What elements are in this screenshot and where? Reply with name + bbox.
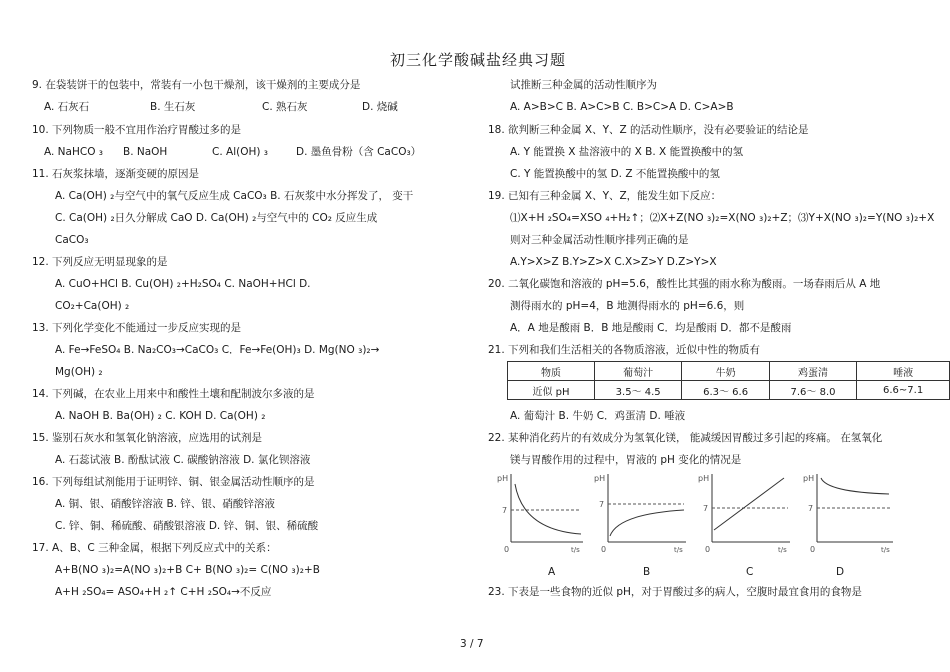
neutral-tick: 7 (808, 504, 814, 513)
question-line-q19c: A.Y>X>Z B.Y>Z>X C.X>Z>Y D.Z>Y>X (510, 256, 717, 268)
question-line-q20b: 测得雨水的 pH=4，B 地测得雨水的 pH=6.6，则 (510, 300, 745, 312)
question-line-q14a: A. NaOH B. Ba(OH) ₂ C. KOH D. Ca(OH) ₂ (55, 410, 266, 422)
origin-label: 0 (705, 545, 711, 554)
page-title: 初三化学酸碱盐经典习题 (390, 51, 567, 69)
question-line-q16: 16. 下列每组试剂能用于证明锌、铜、银金属活动性顺序的是 (32, 476, 315, 488)
question-line-q21o: A. 葡萄汁 B. 牛奶 C．鸡蛋清 D. 唾液 (510, 410, 686, 422)
question-line-q9a: A. 石灰石 (44, 101, 90, 113)
question-line-q12a: A. CuO+HCl B. Cu(OH) ₂+H₂SO₄ C. NaOH+HCl D. (55, 278, 311, 290)
origin-label: 0 (601, 545, 607, 554)
question-line-q12e: CO₂+Ca(OH) ₂ (55, 300, 130, 312)
question-line-q22b: 镁与胃酸作用的过程中，胃液的 pH 变化的情况是 (510, 454, 742, 466)
question-line-q11e: CaCO₃ (55, 234, 89, 246)
table-row (508, 381, 950, 400)
table-cell: 鸡蛋清 (769, 362, 856, 381)
question-line-q11a: A. Ca(OH) ₂与空气中的氧气反应生成 CaCO₃ B. 石灰浆中水分挥发了， 变干 (55, 190, 414, 202)
graph-label-c: C (746, 566, 754, 578)
question-line-q9c: C. 熟石灰 (262, 101, 308, 113)
question-line-q13e: Mg(OH) ₂ (55, 366, 103, 378)
question-line-q10a: A. NaHCO ₃ (44, 146, 104, 158)
question-line-q10: 10. 下列物质一般不宜用作治疗胃酸过多的是 (32, 124, 242, 136)
axis-x-label: t/s (881, 546, 890, 554)
question-line-q12: 12. 下列反应无明显现象的是 (32, 256, 168, 268)
table-cell: 6.3～ 6.6 (682, 381, 769, 400)
question-line-q13a: A. Fe→FeSO₄ B. Na₂CO₃→CaCO₃ C．Fe→Fe(OH)₃ D. Mg(NO ₃)₂→ (55, 344, 380, 356)
graph-a (497, 470, 585, 554)
question-line-q16a: A. 铜、银、硝酸锌溶液 B. 锌、银、硝酸锌溶液 (55, 498, 275, 510)
question-line-q20c: A．A 地是酸雨 B．B 地是酸雨 C．均是酸雨 D．都不是酸雨 (510, 322, 792, 334)
table-cell: 近似 pH (508, 381, 595, 400)
question-line-q9b: B. 生石灰 (150, 101, 196, 113)
question-line-q19: 19. 已知有三种金属 X、Y、Z，能发生如下反应： (488, 190, 722, 202)
graph-label-b: B (643, 566, 651, 578)
question-line-q20: 20. 二氧化碳饱和溶液的 pH=5.6，酸性比其强的雨水称为酸雨。一场春雨后从 A 地 (488, 278, 881, 290)
question-line-q14: 14. 下列碱，在农业上用来中和酸性土壤和配制波尔多液的是 (32, 388, 315, 400)
axis-y-label: pH (698, 474, 710, 483)
question-line-q11: 11. 石灰浆抹墙，逐渐变硬的原因是 (32, 168, 200, 180)
neutral-tick: 7 (599, 500, 605, 509)
table-cell: 唾液 (857, 362, 950, 381)
axis-x-label: t/s (674, 546, 683, 554)
question-line-q17b: A+H ₂SO₄= ASO₄+H ₂↑ C+H ₂SO₄→不反应 (55, 586, 272, 598)
axis-x-label: t/s (571, 546, 580, 554)
axis-y-label: pH (594, 474, 606, 483)
question-line-q19a: ⑴X+H ₂SO₄=XSO ₄+H₂↑；⑵X+Z(NO ₃)₂=X(NO ₃)₂+Z；⑶Y+X(NO ₃)₂=Y(NO ₃)₂+X (510, 212, 935, 224)
axis-y-label: pH (803, 474, 815, 483)
question-line-q18: 18. 欲判断三种金属 X、Y、Z 的活动性顺序，没有必要验证的结论是 (488, 124, 809, 136)
question-line-q23: 23. 下表是一些食物的近似 pH，对于胃酸过多的病人，空腹时最宜食用的食物是 (488, 586, 862, 598)
page-number: 3 / 7 (460, 638, 484, 650)
question-line-q13: 13. 下列化学变化不能通过一步反应实现的是 (32, 322, 242, 334)
neutral-tick: 7 (703, 504, 709, 513)
table-header-row (508, 362, 950, 381)
question-line-q10d: D. 墨鱼骨粉（含 CaCO₃） (296, 146, 422, 158)
question-line-q17c: 试推断三种金属的活动性顺序为 (510, 79, 657, 91)
question-line-q9: 9. 在袋装饼干的包装中，常装有一小包干燥剂，该干燥剂的主要成分是 (32, 79, 361, 91)
table-cell: 3.5～ 4.5 (594, 381, 681, 400)
question-line-q17o: A. A>B>C B. A>C>B C. B>C>A D. C>A>B (510, 101, 734, 113)
question-line-q17a: A+B(NO ₃)₂=A(NO ₃)₂+B C+ B(NO ₃)₂= C(NO ₃)₂+B (55, 564, 320, 576)
question-line-q15: 15. 鉴别石灰水和氢氧化钠溶液，应选用的试剂是 (32, 432, 263, 444)
axis-y-label: pH (497, 474, 509, 483)
question-line-q18a: A. Y 能置换 X 盐溶液中的 X B. X 能置换酸中的氢 (510, 146, 744, 158)
graph-c (698, 470, 793, 554)
table-cell: 6.6~7.1 (857, 381, 950, 400)
question-line-q9d: D. 烧碱 (362, 101, 398, 113)
origin-label: 0 (810, 545, 816, 554)
question-line-q10b: B. NaOH (123, 146, 168, 158)
question-line-q10c: C. Al(OH) ₃ (212, 146, 269, 158)
table-cell: 牛奶 (682, 362, 769, 381)
neutral-tick: 7 (502, 506, 508, 515)
graph-label-d: D (836, 566, 845, 578)
question-line-q21: 21. 下列和我们生活相关的各物质溶液，近似中性的物质有 (488, 344, 761, 356)
ph-table (507, 361, 950, 400)
table-cell: 物质 (508, 362, 595, 381)
axis-x-label: t/s (778, 546, 787, 554)
question-line-q11c: C. Ca(OH) ₂日久分解成 CaO D. Ca(OH) ₂与空气中的 CO₂ 反应生成 (55, 212, 378, 224)
question-line-q16c: C. 锌、铜、稀硫酸、硝酸银溶液 D. 锌、铜、银、稀硫酸 (55, 520, 319, 532)
question-line-q19b: 则对三种金属活动性顺序排列正确的是 (510, 234, 689, 246)
graph-b (594, 470, 689, 554)
question-line-q17: 17. A、B、C 三种金属，根据下列反应式中的关系： (32, 542, 277, 554)
table-cell: 葡萄汁 (594, 362, 681, 381)
origin-label: 0 (504, 545, 510, 554)
question-line-q15a: A. 石蕊试液 B. 酚酞试液 C. 碳酸钠溶液 D. 氯化钡溶液 (55, 454, 311, 466)
table-cell: 7.6～ 8.0 (769, 381, 856, 400)
graph-label-a: A (548, 566, 556, 578)
graph-d (803, 470, 895, 554)
question-line-q18c: C. Y 能置换酸中的氢 D. Z 不能置换酸中的氢 (510, 168, 720, 180)
question-line-q22: 22. 某种消化药片的有效成分为氢氧化镁， 能减缓因胃酸过多引起的疼痛。 在氢氧化 (488, 432, 883, 444)
